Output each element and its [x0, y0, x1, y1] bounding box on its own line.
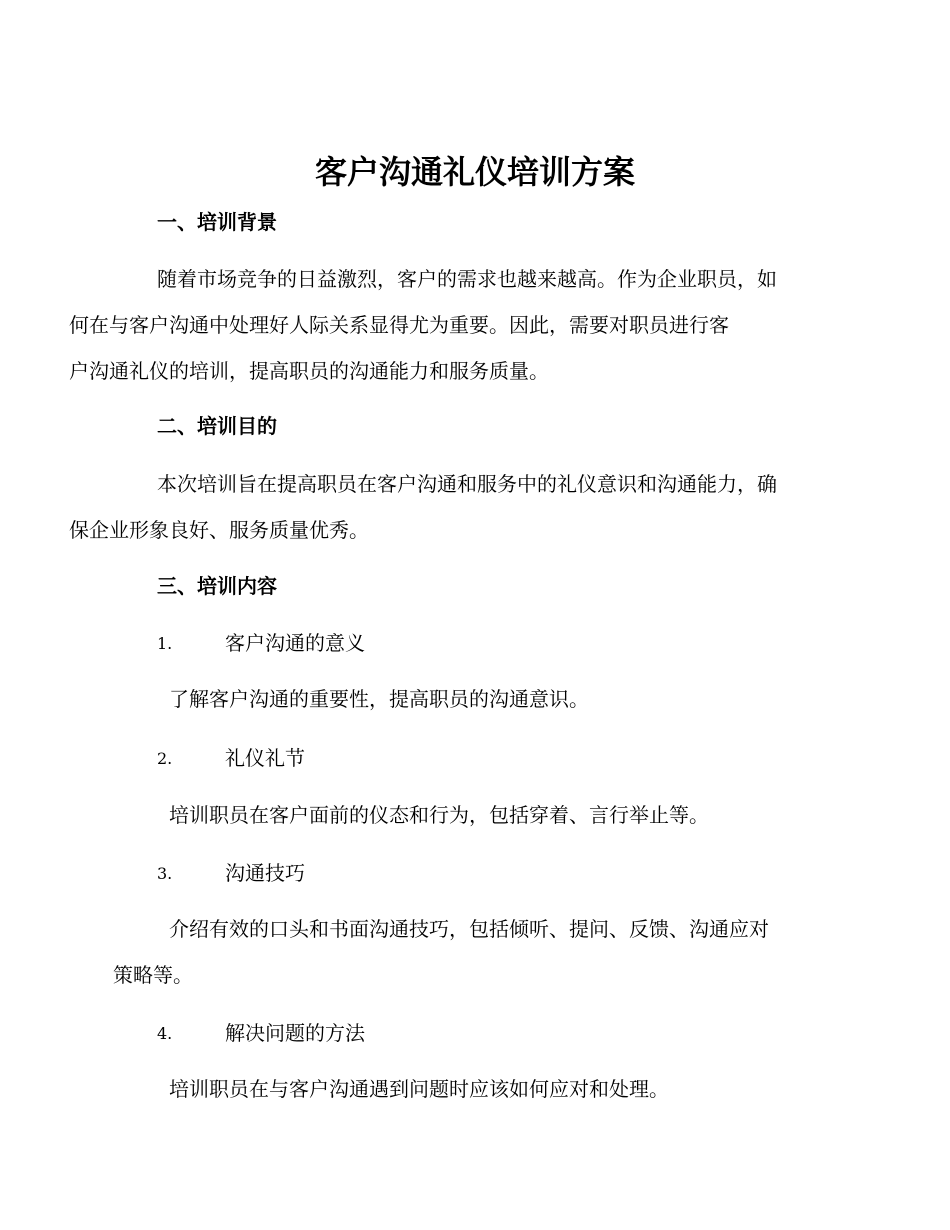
- list-item-description: [113, 1066, 833, 1112]
- list-item-title: 礼仪礼节: [225, 746, 305, 770]
- list-item-number: 3.: [157, 864, 173, 883]
- list-item-description: [113, 792, 833, 838]
- document-title: 客户沟通礼仪培训方案: [314, 153, 635, 191]
- paragraph-line: 本次培训旨在提高职员在客户沟通和服务中的礼仪意识和沟通能力，确: [157, 472, 777, 496]
- section-paragraph-purpose: [69, 461, 833, 553]
- list-item-title: 沟通技巧: [225, 861, 305, 885]
- paragraph-line: 随着市场竞争的日益激烈，客户的需求也越来越高。作为企业职员，如: [157, 267, 777, 291]
- list-item-number: 4.: [157, 1024, 173, 1043]
- list-item-number: 1.: [157, 634, 173, 653]
- description-line: 介绍有效的口头和书面沟通技巧，包括倾听、提问、反馈、沟通应对: [169, 917, 769, 941]
- section-heading-purpose: 二、培训目的: [157, 414, 277, 438]
- list-item-number: 2.: [157, 749, 173, 768]
- list-item-description: [113, 676, 833, 722]
- section-heading-background: 一、培训背景: [157, 210, 277, 234]
- list-item-description: [113, 906, 833, 998]
- paragraph-line: 户沟通礼仪的培训，提高职员的沟通能力和服务质量。: [69, 359, 549, 383]
- section-heading-content: 三、培训内容: [157, 574, 277, 598]
- description-line: 了解客户沟通的重要性，提高职员的沟通意识。: [169, 687, 589, 711]
- list-item-title: 客户沟通的意义: [225, 631, 365, 655]
- list-item-title: 解决问题的方法: [225, 1021, 365, 1045]
- section-paragraph-background: [69, 256, 833, 394]
- paragraph-line: 保企业形象良好、服务质量优秀。: [69, 518, 369, 542]
- paragraph-line: 何在与客户沟通中处理好人际关系显得尤为重要。因此，需要对职员进行客: [69, 313, 729, 337]
- description-line: 培训职员在客户面前的仪态和行为，包括穿着、言行举止等。: [169, 803, 709, 827]
- description-line: 培训职员在与客户沟通遇到问题时应该如何应对和处理。: [169, 1077, 669, 1101]
- description-line: 策略等。: [113, 963, 193, 987]
